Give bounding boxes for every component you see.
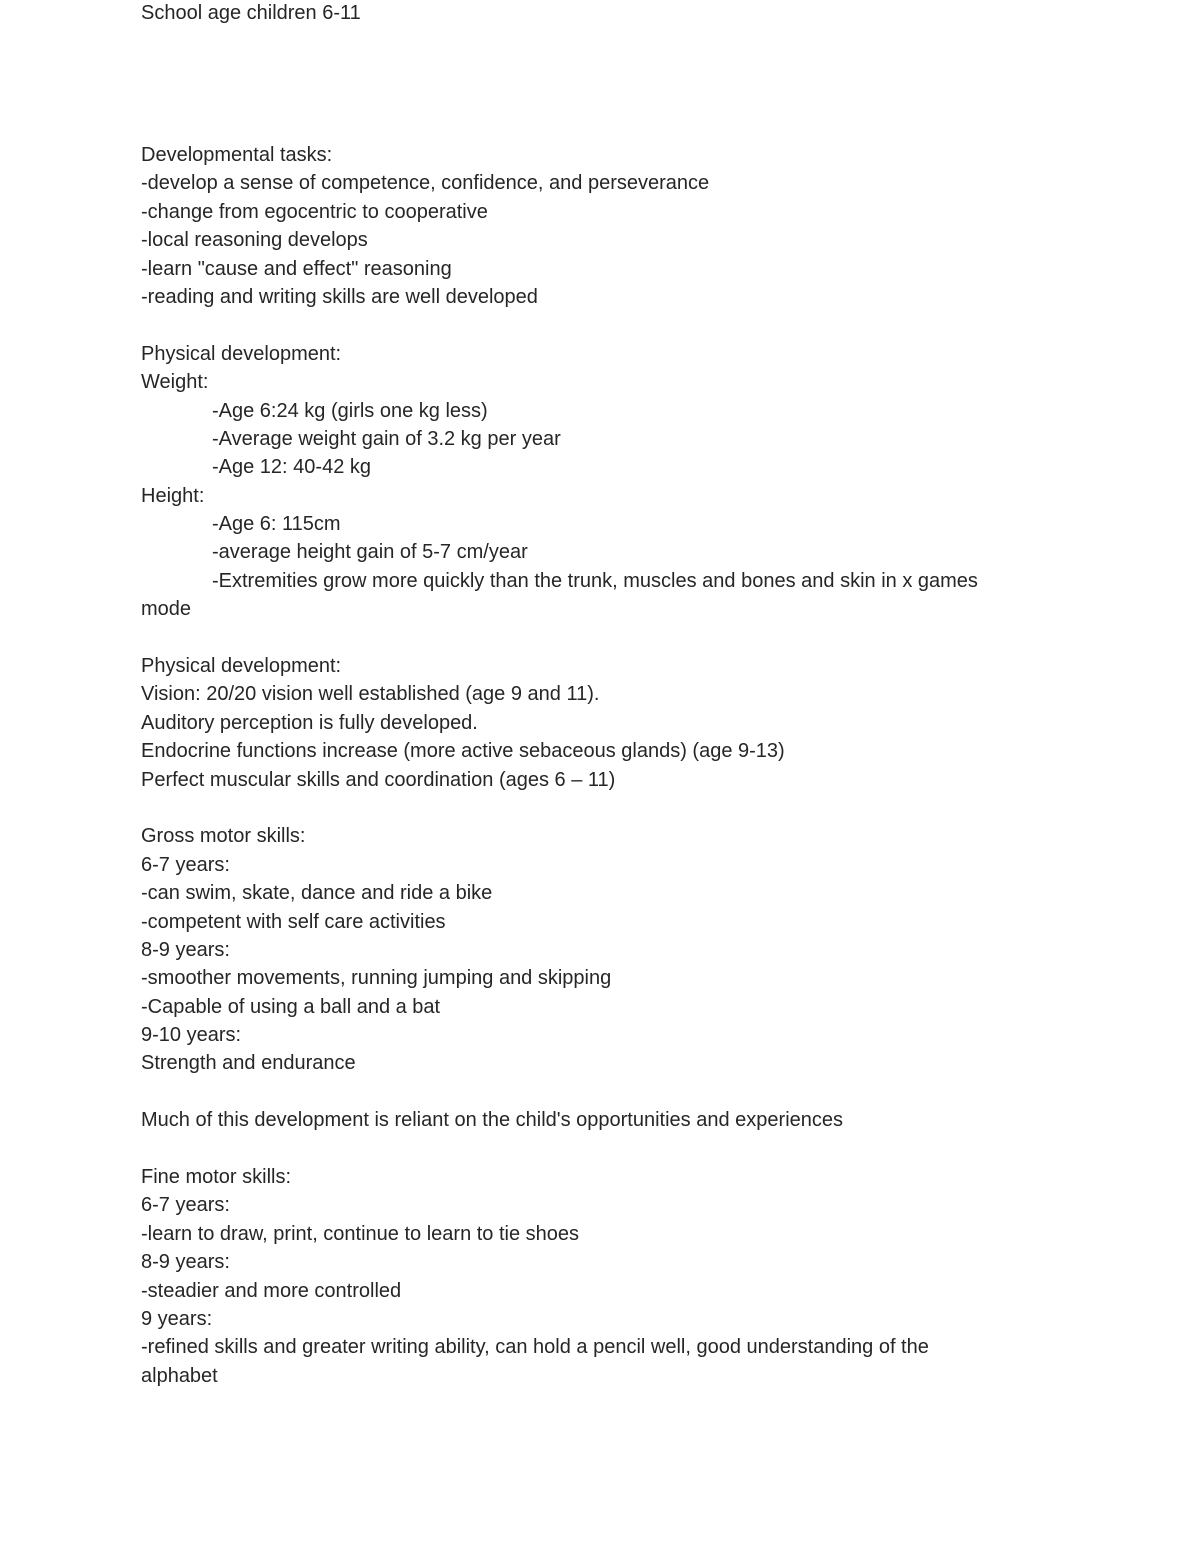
gross-motor-line: 9-10 years: [141,1024,242,1047]
developmental-tasks-heading: Developmental tasks: [141,143,333,166]
height-item: -Age 6: 115cm [212,513,341,536]
physical-item: Vision: 20/20 vision well established (age 9 and 11). [141,683,600,706]
spacer [141,1078,1141,1106]
physical-item: Endocrine functions increase (more active sebaceous glands) (age 9-13) [141,740,785,763]
gross-motor-line: -smoother movements, running jumping and skipping [141,967,612,990]
spacer [141,1135,1141,1163]
spacer [141,794,1141,822]
spacer [141,27,1141,141]
fine-motor-line: -refined skills and greater writing ability, can hold a pencil well, good understanding of the [141,1336,929,1359]
development-note: Much of this development is reliant on the child's opportunities and experiences [141,1109,844,1132]
physical-item: Auditory perception is fully developed. [141,711,478,734]
developmental-item: -change from egocentric to cooperative [141,200,488,223]
physical-development-heading-2: Physical development: [141,655,342,678]
fine-motor-line: 8-9 years: [141,1251,230,1274]
weight-label: Weight: [141,371,209,394]
spacer [141,311,1141,339]
developmental-item: -local reasoning develops [141,229,368,252]
document-page [141,0,1141,1390]
gross-motor-line: -Capable of using a ball and a bat [141,995,441,1018]
weight-item: -Age 6:24 kg (girls one kg less) [212,399,488,422]
gross-motor-line: 6-7 years: [141,853,230,876]
fine-motor-line: 9 years: [141,1308,213,1330]
developmental-item: -develop a sense of competence, confidence, and perseverance [141,172,710,195]
gross-motor-line: -competent with self care activities [141,910,446,933]
height-item: -Extremities grow more quickly than the trunk, muscles and bones and skin in x games [212,569,978,592]
height-item-wrap: mode [141,598,192,621]
fine-motor-heading: Fine motor skills: [141,1166,292,1189]
developmental-item: -reading and writing skills are well developed [141,285,538,308]
document-title: School age children 6-11 [141,2,361,24]
fine-motor-line: -learn to draw, print, continue to learn to tie shoes [141,1222,580,1245]
gross-motor-line: Strength and endurance [141,1052,356,1075]
spacer [141,624,1141,652]
height-label: Height: [141,484,205,507]
fine-motor-line: -steadier and more controlled [141,1279,402,1302]
fine-motor-line: 6-7 years: [141,1194,230,1217]
gross-motor-line: 8-9 years: [141,938,230,961]
weight-item: -Age 12: 40-42 kg [212,456,371,479]
fine-motor-line: alphabet [141,1364,218,1387]
physical-development-heading: Physical development: [141,342,342,365]
gross-motor-line: -can swim, skate, dance and ride a bike [141,882,493,905]
height-item: -average height gain of 5-7 cm/year [212,541,528,564]
gross-motor-heading: Gross motor skills: [141,825,306,848]
developmental-item: -learn "cause and effect" reasoning [141,257,452,280]
physical-item: Perfect muscular skills and coordination (ages 6 – 11) [141,768,616,791]
weight-item: -Average weight gain of 3.2 kg per year [212,427,561,450]
